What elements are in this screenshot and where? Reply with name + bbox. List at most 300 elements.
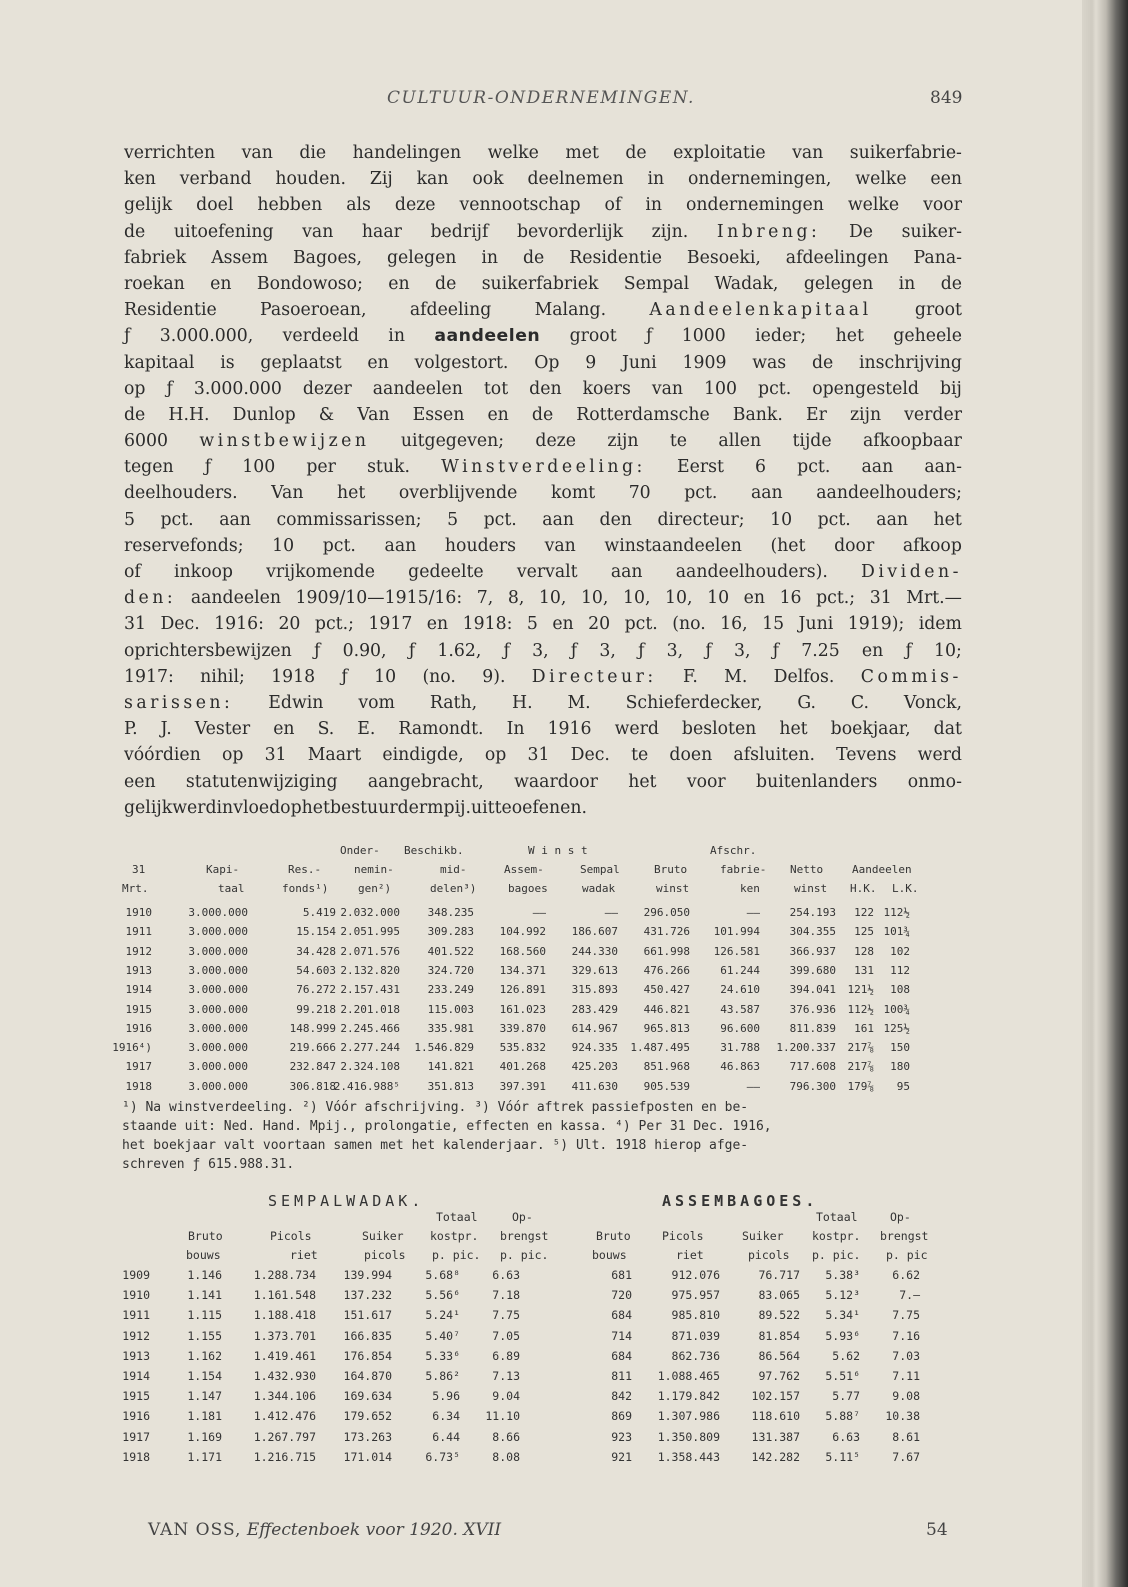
word: Van [271, 483, 304, 504]
word: der [397, 797, 428, 818]
table-cell: 1.487.495 [630, 1041, 690, 1055]
table-cell: 1.146 [187, 1268, 222, 1282]
word: ook [472, 169, 504, 190]
body-line [124, 350, 962, 376]
word: Dec. [570, 745, 610, 766]
table-cell: 401.268 [499, 1060, 546, 1074]
word: P. [124, 719, 138, 740]
footer-volume: XVII [463, 1520, 502, 1540]
word: 1918 [271, 666, 316, 687]
word: was [752, 352, 787, 373]
word: te [494, 797, 512, 818]
word: op [484, 745, 507, 766]
word: 1000 [681, 326, 726, 347]
table-cell: 179⅞ [847, 1079, 874, 1093]
word: en [552, 614, 574, 635]
word: Op [534, 352, 560, 373]
word: pct. [322, 535, 356, 556]
table-cell: 1912 [122, 1328, 150, 1343]
word: is [220, 352, 235, 373]
footer-book: Effectenboek voor 1920. [246, 1520, 458, 1540]
word: 1918: [462, 614, 513, 635]
table-cell: 1.188.418 [253, 1308, 316, 1323]
table-cell: 1.200.337 [776, 1041, 836, 1055]
table-cell: 244.330 [571, 944, 618, 958]
table-cell: —— [746, 1079, 760, 1093]
table-header-cell: bouws [186, 1248, 221, 1262]
table-cell: 7.13 [492, 1369, 520, 1383]
body-line [124, 140, 962, 166]
word: Bagoes, [292, 247, 363, 268]
word: vom [358, 692, 395, 713]
word: Vester [194, 719, 251, 740]
word: ƒ [408, 640, 416, 661]
table-cell: 924.335 [571, 1041, 618, 1055]
table-header-cell: gen²) [358, 882, 392, 895]
table-header-cell: brengst [880, 1229, 929, 1243]
table-cell: 164.870 [343, 1369, 392, 1383]
word: winstaandeelen [604, 535, 742, 556]
word: M. [567, 692, 591, 713]
body-line [124, 480, 962, 506]
table-cell: 842 [611, 1389, 632, 1404]
body-line [124, 507, 962, 533]
word: 10, [622, 588, 651, 609]
bold-keyword: aandeelen [434, 326, 541, 347]
table-cell: 161 [854, 1021, 874, 1035]
spaced-keyword: Dividen- [861, 562, 962, 582]
table-header-cell: Kapi- [206, 863, 240, 876]
word: de [531, 404, 554, 425]
table-cell: 306.818 [289, 1079, 336, 1093]
word: komt [550, 483, 596, 504]
word: Wadak, [714, 273, 779, 294]
word: tijde [792, 431, 832, 452]
table-cell: 101.994 [713, 925, 760, 939]
table-cell: 1916⁴) [112, 1041, 152, 1055]
word: dat [933, 719, 962, 740]
word: onmo- [907, 771, 962, 792]
table-cell: 324.720 [427, 963, 474, 977]
word: suikerfabrie- [849, 143, 962, 163]
table-cell: 3.000.000 [188, 1079, 248, 1093]
word: 3.000.000 [193, 378, 282, 399]
word: door [834, 535, 875, 556]
word: doel [196, 195, 234, 216]
table-cell: 76.717 [758, 1268, 800, 1282]
table-header-cell: p. pic. [500, 1248, 549, 1262]
word: deze [394, 195, 436, 216]
table-header-cell: winst [794, 882, 828, 895]
table-cell: 401.522 [427, 944, 474, 958]
table-cell: 985.810 [671, 1308, 720, 1323]
table-header-cell: Picols [270, 1229, 312, 1243]
table-cell: 3.000.000 [188, 1021, 248, 1035]
word: gelegen [386, 247, 457, 268]
table-cell: 681 [611, 1268, 632, 1282]
word: oprichtersbewijzen [124, 640, 292, 661]
table-cell: 1.419.461 [253, 1348, 316, 1363]
table-cell: 24.610 [720, 983, 760, 997]
word: het [337, 483, 366, 504]
word: op [280, 797, 302, 818]
table-cell: 476.266 [643, 963, 690, 977]
table-cell: 3.000.000 [188, 944, 248, 958]
table-cell: 7.11 [892, 1369, 920, 1383]
word: Eerst [677, 457, 724, 478]
word: exploitatie [673, 143, 766, 163]
word: commissarissen; [276, 509, 422, 530]
table-cell: 179.652 [343, 1409, 392, 1424]
word: ƒ [905, 640, 912, 661]
word: pct. [624, 614, 658, 635]
table-cell: 1.358.443 [657, 1449, 720, 1464]
word: de [940, 273, 962, 294]
word: Pana- [913, 247, 962, 268]
word: werd [917, 745, 962, 766]
word: pct. [684, 483, 718, 504]
table-cell: 99.218 [296, 1002, 336, 1016]
table-cell: 5.419 [302, 906, 336, 919]
table-header-cell: Suiker [362, 1229, 404, 1243]
table-header-cell: p. pic. [432, 1248, 481, 1262]
table-cell: 851.968 [643, 1060, 690, 1074]
word: 10, [665, 588, 693, 609]
word: 15 [762, 614, 785, 635]
word: en [273, 719, 295, 740]
word: Vonck, [903, 692, 962, 713]
table-cell: 315.893 [571, 983, 618, 997]
assem-bagoes-title: ASSEMBAGOES. [662, 1192, 819, 1210]
table-cell: 95 [896, 1079, 910, 1093]
table-cell: 366.937 [789, 944, 836, 958]
word: hebben [257, 195, 323, 216]
word: H. [512, 692, 533, 713]
table-cell: 3.000.000 [188, 1041, 248, 1055]
word: inkoop [173, 562, 233, 582]
body-text [124, 140, 962, 821]
word: zijn [849, 404, 882, 425]
table-cell: 151.617 [343, 1308, 392, 1323]
word: houden. [275, 169, 346, 190]
word: de [124, 221, 146, 242]
word: idem [918, 614, 962, 635]
word: ƒ [772, 640, 780, 661]
table-cell: 975.957 [671, 1288, 720, 1303]
table-cell: 1916 [125, 1021, 152, 1035]
word: Malang. [534, 300, 607, 321]
table-cell: 5.62 [832, 1348, 860, 1363]
table-cell: 811 [611, 1369, 632, 1383]
table-cell: 125½ [883, 1021, 910, 1035]
word: invloed [216, 797, 281, 818]
table-cell: 31.788 [720, 1041, 760, 1055]
word: Schieferdecker, [625, 692, 763, 713]
table-header-cell: Mrt. [122, 882, 149, 895]
table-cell: 3.000.000 [188, 963, 248, 977]
table-header-cell: fabrie- [720, 863, 767, 876]
table-cell: 1.344.106 [253, 1389, 316, 1404]
word: de [435, 273, 457, 294]
table-cell: 10.38 [885, 1409, 920, 1424]
word: (het [770, 535, 806, 556]
table-cell: 2.132.820 [340, 963, 400, 977]
word: 20 [588, 614, 611, 635]
table-cell: 86.564 [758, 1348, 800, 1363]
table-header-cell: Res.- [288, 863, 322, 876]
word: houders [444, 535, 516, 556]
table-cell: 2.201.018 [340, 1002, 400, 1016]
word: de [124, 404, 146, 425]
word: waardoor [514, 771, 598, 792]
table-cell: 7.05 [492, 1328, 520, 1343]
word: vrijkomende [266, 562, 375, 582]
word: nihil; [200, 666, 245, 687]
table-cell: 394.041 [789, 983, 836, 997]
word: pct. [797, 457, 831, 478]
table-cell: 134.371 [499, 963, 546, 977]
table-header-cell: Suiker [742, 1229, 784, 1243]
word: Dunlop [232, 404, 296, 425]
table-cell: 309.283 [427, 925, 474, 939]
word: deelnemen [527, 169, 624, 190]
table-header-cell: delen³) [430, 882, 477, 895]
table-cell: 1914 [122, 1369, 150, 1383]
word: statutenwijziging [185, 771, 338, 792]
table-header-cell: H.K. [850, 882, 877, 895]
word: werd [172, 797, 217, 818]
table-cell: 108 [890, 983, 910, 997]
word: F. [683, 666, 698, 687]
table-cell: 1917 [125, 1060, 152, 1074]
word: uit [470, 797, 495, 818]
table-cell: 1.350.809 [657, 1429, 720, 1444]
word: 20 [278, 614, 301, 635]
table-cell: 661.998 [643, 944, 690, 958]
word: 7, [476, 588, 494, 609]
word: van [792, 143, 824, 163]
word: Edwin [268, 692, 324, 713]
table-cell: 1911 [125, 925, 152, 939]
word: Tevens [836, 745, 897, 766]
word: dezer [302, 378, 352, 399]
word: in [388, 326, 405, 347]
body-line [124, 376, 962, 402]
body-line [124, 271, 962, 297]
table-cell: 6.34 [432, 1409, 460, 1424]
word: 0.90, [342, 640, 387, 661]
word: 31 [527, 745, 550, 766]
word: 10 [272, 535, 295, 556]
table-cell: 923 [611, 1429, 632, 1444]
table-cell: 296.050 [643, 906, 690, 919]
table-cell: 217⅞ [847, 1060, 874, 1074]
table-header-cell: Op- [512, 1210, 533, 1224]
word: 1.62, [437, 640, 482, 661]
word: aan [876, 509, 909, 530]
word: aan- [924, 457, 962, 478]
word: pct. [160, 509, 194, 530]
body-line [124, 245, 962, 271]
word: 3, [733, 640, 751, 661]
spaced-keyword: winstbewijzen [199, 431, 370, 452]
table-cell: 1909 [122, 1268, 150, 1282]
word: het [835, 326, 864, 347]
table-cell: 7.75 [492, 1308, 520, 1323]
word: Maart [307, 745, 362, 766]
table-cell: 1.179.842 [657, 1389, 720, 1404]
word: aan [861, 457, 894, 478]
word: aan [384, 535, 417, 556]
footnote-line: staande uit: Ned. Hand. Mpij., prolongatie, effecten en kassa. ⁴) Per 31 Dec. 1916, [122, 1119, 772, 1134]
table-cell: 150 [890, 1041, 910, 1055]
word: aan [219, 509, 251, 530]
table-cell: 7.16 [892, 1328, 920, 1343]
word: Juni [621, 352, 657, 373]
table-cell: 112½ [847, 1002, 874, 1016]
table-header-cell: picols [748, 1248, 790, 1262]
table-header-cell: Bruto [188, 1229, 223, 1243]
word: geplaatst [260, 352, 342, 373]
word: (no. [672, 614, 706, 635]
body-line [124, 690, 962, 716]
body-line [124, 559, 962, 585]
word: E. [357, 719, 376, 740]
table-cell: 1.181 [187, 1409, 222, 1424]
word: werd [614, 719, 659, 740]
word: 3, [666, 640, 684, 661]
book-edge [1082, 0, 1128, 1587]
table-cell: 1.088.465 [657, 1369, 720, 1383]
table-cell: 5.96 [432, 1389, 460, 1404]
table-cell: 5.12³ [825, 1288, 860, 1303]
word: ken [124, 169, 156, 190]
table-cell: 3.000.000 [188, 925, 248, 939]
table-cell: 97.762 [758, 1369, 800, 1383]
table-cell: 5.88⁷ [825, 1409, 860, 1424]
word: overblijvende [398, 483, 518, 504]
table-cell: 684 [611, 1348, 632, 1363]
body-line [124, 323, 962, 349]
table-cell: 126.581 [713, 944, 760, 958]
word: 1919); [847, 614, 905, 635]
table-cell: 112½ [883, 906, 910, 919]
table-cell: 714 [611, 1328, 632, 1343]
word: S. [317, 719, 335, 740]
table-cell: 1915 [125, 1002, 152, 1016]
word: deelhouders. [124, 483, 238, 504]
word: handelingen [352, 143, 462, 163]
table-cell: 161.023 [499, 1002, 546, 1016]
word: en [487, 404, 509, 425]
table-header-cell: fonds¹) [282, 882, 329, 895]
table-cell: 6.73⁵ [425, 1449, 460, 1464]
table-cell: 446.821 [643, 1002, 690, 1016]
spaced-keyword: Aandeelenkapitaal [649, 300, 872, 321]
table-cell: 1.307.986 [657, 1409, 720, 1424]
word: bevorderlijk [516, 221, 624, 242]
word: of [604, 195, 622, 216]
table-cell: 905.539 [643, 1079, 690, 1093]
table-cell: 7.18 [492, 1288, 520, 1303]
body-line [124, 402, 962, 428]
table-header-cell: Totaal [436, 1210, 478, 1224]
table-cell: 232.847 [289, 1060, 336, 1074]
table-cell: 1.147 [187, 1389, 222, 1404]
word: Juni [798, 614, 834, 635]
table-cell: 1918 [125, 1079, 152, 1093]
table-cell: 169.634 [343, 1389, 392, 1404]
word: welke [855, 169, 907, 190]
word: en [743, 588, 765, 609]
word: verdeeld [282, 326, 359, 347]
body-line [124, 769, 962, 795]
word: in [481, 247, 499, 268]
table-cell: 1.154 [187, 1369, 222, 1383]
word: ondernemingen, [688, 169, 832, 190]
word: bij [939, 378, 962, 399]
table-cell: 397.391 [499, 1079, 546, 1093]
word: roekan [124, 273, 185, 294]
word: ƒ [204, 457, 212, 478]
table-cell: 8.61 [892, 1429, 920, 1444]
word: Dec. [160, 614, 200, 635]
word: en [388, 273, 410, 294]
table-header-cell: p. pic. [812, 1248, 861, 1262]
word: pct.; [314, 614, 354, 635]
word: 100 [242, 457, 276, 478]
word: pct. [758, 378, 792, 399]
word: (no. [422, 666, 456, 687]
table-header-cell: Totaal [816, 1210, 858, 1224]
word: geheele [893, 326, 962, 347]
word: gelijk [124, 195, 173, 216]
table-cell: 376.936 [789, 1002, 836, 1016]
table-header-cell: Picols [662, 1229, 704, 1243]
word: van [241, 143, 273, 163]
table-cell: 34.428 [296, 944, 336, 958]
word: te [631, 745, 649, 766]
word: suiker- [901, 221, 962, 242]
table-header-cell: p. pic [886, 1248, 928, 1262]
table-cell: 125 [854, 925, 874, 939]
table-cell: 684 [611, 1308, 632, 1323]
table-cell: 6.62 [892, 1268, 920, 1282]
table-cell: 101¾ [883, 925, 910, 939]
word: en [210, 273, 232, 294]
table-cell: 5.56⁶ [425, 1288, 460, 1303]
word: 1909/10—1915/16: [295, 588, 463, 609]
table-cell: 5.34¹ [825, 1308, 860, 1323]
table-cell: 118.610 [751, 1409, 800, 1424]
sempal-wadak-title: SEMPALWADAK. [268, 1192, 425, 1210]
table-cell: 5.11⁵ [825, 1449, 860, 1464]
table-cell: 1.155 [187, 1328, 222, 1343]
table-cell: 121½ [847, 983, 874, 997]
word: van [302, 221, 334, 242]
table-header-cell: mid- [440, 863, 467, 876]
table-cell: 1.412.476 [253, 1409, 316, 1424]
table-cell: 1913 [122, 1348, 150, 1363]
word: aan [610, 562, 643, 582]
table-cell: 142.282 [751, 1449, 800, 1464]
body-line [124, 533, 962, 559]
word: welke [847, 195, 900, 216]
table-cell: 1918 [122, 1449, 150, 1464]
table-cell: 1910 [125, 906, 152, 919]
word: Bondowoso; [256, 273, 363, 294]
table-cell: 811.839 [789, 1021, 836, 1035]
